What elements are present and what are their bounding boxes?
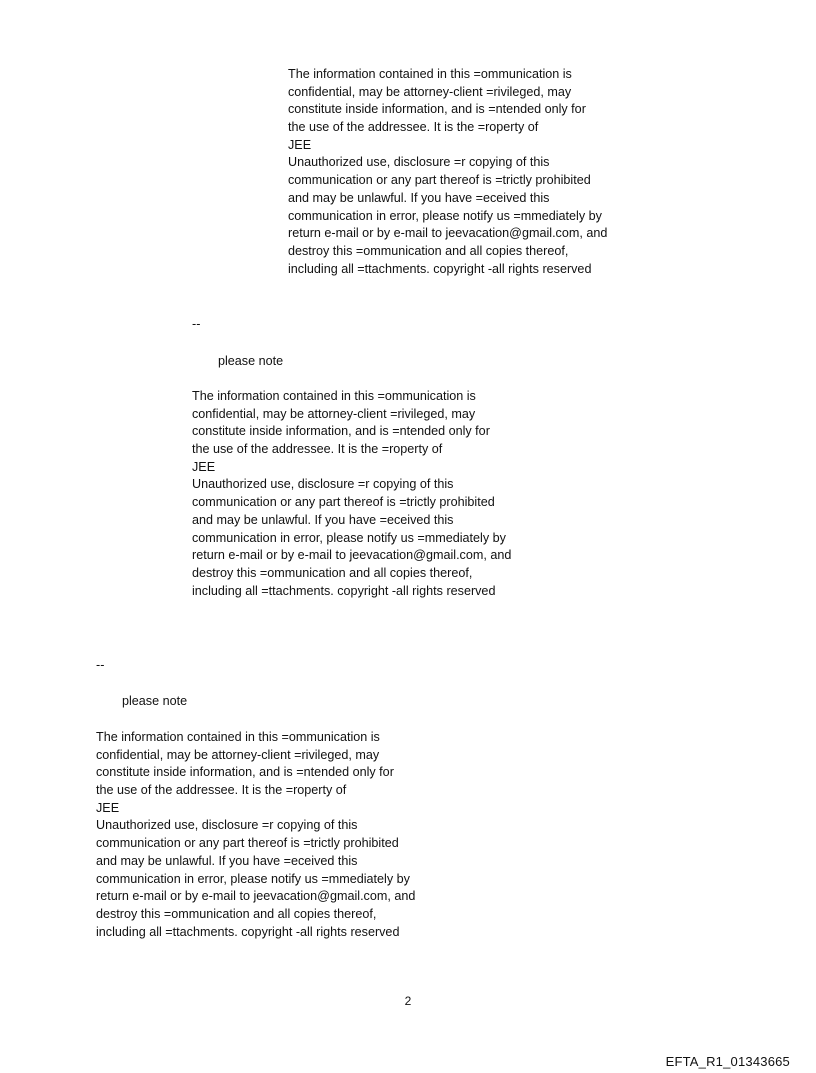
please-note-label: please note (122, 694, 188, 708)
please-note-label: please note (218, 354, 284, 368)
disclaimer-line: confidential, may be attorney-client =rivileged, may (96, 747, 380, 762)
disclaimer-line: The information contained in this =ommunication is (288, 67, 572, 81)
disclaimer-line: Unauthorized use, disclosure =r copying of this (96, 818, 358, 833)
disclaimer-line: destroy this =ommunication and all copies thereof, (288, 243, 569, 258)
disclaimer-line: JEE (96, 800, 120, 815)
signature-separator: -- (96, 658, 105, 672)
disclaimer-line: JEE (192, 459, 216, 474)
disclaimer-line: communication or any part thereof is =trictly prohibited (288, 173, 591, 188)
disclaimer-line: including all =ttachments. copyright -all rights reserved (96, 924, 400, 939)
disclaimer-line: communication in error, please notify us =mmediately by (96, 871, 410, 886)
signature-separator: -- (192, 317, 201, 331)
disclaimer-line: Unauthorized use, disclosure =r copying of this (192, 477, 454, 492)
disclaimer-line: including all =ttachments. copyright -all rights reserved (288, 261, 592, 276)
disclaimer-line: constitute inside information, and is =ntended only for (96, 765, 394, 780)
disclaimer-line: including all =ttachments. copyright -all rights reserved (192, 583, 496, 598)
disclaimer-block-3 (96, 729, 415, 941)
disclaimer-line: return e-mail or by e-mail to jeevacation@gmail.com, and (192, 548, 512, 563)
page-number: 2 (404, 994, 412, 1008)
disclaimer-line: constitute inside information, and is =ntended only for (192, 424, 490, 439)
disclaimer-line: constitute inside information, and is =ntended only for (288, 102, 586, 117)
disclaimer-line: destroy this =ommunication and all copies thereof, (96, 906, 377, 921)
disclaimer-line: return e-mail or by e-mail to jeevacation@gmail.com, and (96, 889, 416, 904)
disclaimer-line: confidential, may be attorney-client =rivileged, may (288, 84, 572, 99)
bates-number: EFTA_R1_01343665 (665, 1054, 790, 1069)
disclaimer-line: The information contained in this =ommunication is (192, 389, 476, 403)
disclaimer-line: return e-mail or by e-mail to jeevacation@gmail.com, and (288, 226, 608, 241)
disclaimer-line: communication or any part thereof is =trictly prohibited (96, 836, 399, 851)
disclaimer-line: the use of the addressee. It is the =roperty of (192, 442, 443, 457)
disclaimer-line: communication in error, please notify us =mmediately by (288, 208, 602, 223)
disclaimer-line: confidential, may be attorney-client =rivileged, may (192, 406, 476, 421)
disclaimer-line: the use of the addressee. It is the =roperty of (288, 120, 539, 135)
disclaimer-line: Unauthorized use, disclosure =r copying of this (288, 155, 550, 170)
disclaimer-line: and may be unlawful. If you have =eceived this (96, 853, 358, 868)
disclaimer-line: The information contained in this =ommunication is (96, 730, 380, 744)
disclaimer-line: communication or any part thereof is =trictly prohibited (192, 495, 495, 510)
disclaimer-line: JEE (288, 137, 312, 152)
disclaimer-line: and may be unlawful. If you have =eceived this (288, 190, 550, 205)
disclaimer-line: communication in error, please notify us =mmediately by (192, 530, 506, 545)
disclaimer-block-1 (288, 66, 607, 278)
disclaimer-block-2 (192, 388, 511, 600)
disclaimer-line: and may be unlawful. If you have =eceived this (192, 512, 454, 527)
disclaimer-line: the use of the addressee. It is the =roperty of (96, 783, 347, 798)
disclaimer-line: destroy this =ommunication and all copies thereof, (192, 565, 473, 580)
